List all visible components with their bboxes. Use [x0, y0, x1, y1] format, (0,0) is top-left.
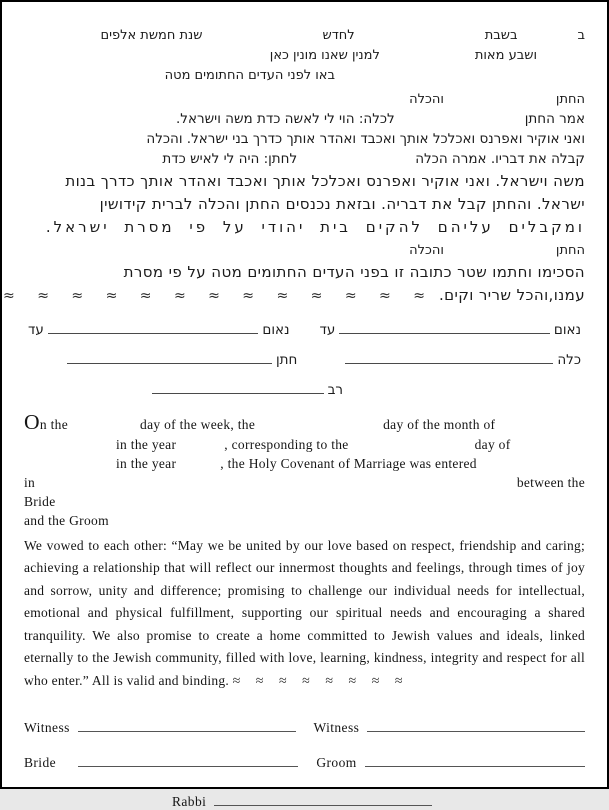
rav-label: רב [327, 382, 343, 398]
hebrew-groom-label-2: החתן [555, 243, 585, 258]
spacer [537, 58, 585, 59]
hebrew-date-line [24, 28, 585, 43]
hebrew-moshe-visrael: משה וישראל. ואני אוקיר ואפרנס ואכלכל אותך ואכבד ואהדר אותך כדרך בנות [65, 172, 585, 190]
hebrew-groom-vow-line [24, 132, 585, 147]
spacer [429, 299, 439, 300]
witness2-signature-line [367, 719, 585, 732]
hebrew-jewish-home-line [24, 218, 585, 236]
witness1-signature-line [78, 719, 296, 732]
hebrew-amar-hachatan: אמר החתן [524, 111, 585, 127]
wave-ornament-end: ≈ ≈ ≈ ≈ ≈ ≈ ≈ ≈ [232, 673, 406, 689]
rabbi-label: Rabbi [172, 794, 207, 810]
covenant-label: , the Holy Covenant of Marriage was entered [220, 455, 477, 471]
day-of-week-label: day of the week, the [140, 417, 256, 432]
witness1-hebrew-signature-line [339, 321, 550, 334]
bride-hebrew-signature-line [345, 351, 553, 364]
groom-label: Groom [316, 755, 357, 771]
hebrew-hiskimu: הסכימו וחתמו שטר כתובה זו בפני העדים החתומים מטה על פי מסרת [123, 263, 585, 281]
in-the-year-label-1: in the year [116, 436, 177, 452]
hebrew-day-prefix: ב [577, 28, 585, 43]
blank-civil-year-en [176, 467, 220, 468]
ed-label-1: עד [319, 322, 336, 338]
day-of-label: day of [474, 436, 511, 452]
blank-civil-day-en [349, 448, 475, 449]
blank-place [335, 78, 585, 79]
rabbi-signature-line [214, 793, 432, 806]
hebrew-leminyan: למנין שאנו מונין כאן [269, 48, 380, 63]
blank-groom-name-3 [444, 253, 556, 254]
on-the-label: On the [24, 410, 69, 434]
groom-hebrew-signature-line [67, 351, 272, 364]
wave-ornament-row: ≈ ≈ ≈ ≈ ≈ ≈ ≈ ≈ ≈ ≈ ≈ ≈ ≈ [3, 288, 429, 304]
hebrew-lakalah-phrase: לכלה: הוי לי לאשה כדת משה וישראל. [176, 111, 395, 127]
groom-intro-label: and the Groom [24, 512, 109, 528]
between-the-label: between the [516, 474, 585, 490]
hebrew-bride-label: והכלה [409, 92, 444, 107]
blank-groom-name-2 [297, 162, 415, 163]
hebrew-vaani-okir: ואני אוקיר ואפרנס ואכלכל אותך ואכבד ואהדר אותך כדרך בני ישראל. והכלה [146, 131, 585, 147]
neum-label-2: נאום [262, 322, 290, 338]
hebrew-couple-line-2 [24, 243, 585, 258]
hebrew-bride-vow-line-2 [24, 195, 585, 213]
hebrew-bau-lifnei: באו לפני העדים החתומים מטה [164, 68, 335, 83]
witness-label-2: Witness [313, 720, 360, 736]
english-date-line-3 [24, 456, 585, 472]
blank-day-of-week [517, 38, 577, 39]
rabbi-hebrew-signature-line [152, 381, 324, 394]
hebrew-groom-declaration-line [24, 112, 585, 127]
hebrew-bride-declaration-line [24, 152, 585, 167]
blank-day-of-week-en [68, 428, 140, 429]
hebrew-year-phrase: שנת חמשת אלפים [100, 28, 203, 43]
kalah-label: כלה [557, 352, 581, 368]
hebrew-bride-label-2: והכלה [409, 243, 444, 258]
vows-text: We vowed to each other: “May we be united by our love based on respect, friendship and caring; achieving a relationship that will reflect our innermost thoughts and feelings, through times of joy and sorrow, unity and difference; promising to challenge our individual needs for intellectual, emotional and physical fulfillment, supporting our spiritual needs and encouraging a shared tranquility. We also promise to create a home committed to Jewish values and ideals, linked eternally to the Jewish community, filled with love, learning, kindness, integrity and respect for all who enter.” All is valid and binding. [24, 537, 585, 688]
in-the-year-label-2: in the year [116, 455, 177, 471]
groom-signature-line [365, 754, 585, 767]
hebrew-kibla-devarav: קבלה את דבריו. אמרה הכלה [415, 151, 585, 167]
hebrew-lachodesh: לחדש [322, 28, 355, 43]
hebrew-bride-vow-line-1 [24, 172, 585, 190]
in-label: in [24, 474, 36, 490]
hebrew-umekablim: ומקבלים עליהם להקים בית יהודי על פי מסרת ישראל. [45, 218, 585, 236]
english-groom-line [24, 513, 585, 529]
blank-bride-name [395, 122, 525, 123]
english-bride-groom-signature-row [24, 754, 585, 771]
bride-intro-label: Bride [24, 493, 56, 509]
hebrew-groom-label: החתן [555, 92, 585, 107]
hebrew-bride-groom-signature-row [24, 351, 585, 368]
witness2-hebrew-signature-line [48, 321, 259, 334]
day-of-month-label: day of the month of [383, 417, 496, 432]
ed-label-2: עד [28, 322, 44, 338]
neum-label-1: נאום [553, 322, 581, 338]
hebrew-witness-signature-row [24, 321, 585, 338]
hebrew-agreement-line [24, 263, 585, 281]
witness-label-1: Witness [24, 720, 70, 736]
hebrew-vesheva-meot: ושבע מאות [474, 48, 537, 63]
blank-month-name [202, 38, 322, 39]
english-rabbi-signature-row [172, 793, 585, 810]
hebrew-text-section [3, 28, 585, 398]
blank-groom-name [444, 102, 556, 103]
bride-label: Bride [24, 755, 56, 771]
chatan-label: חתן [275, 352, 298, 368]
hebrew-closing-line [3, 286, 585, 305]
hebrew-beshabbat: בשבת [484, 28, 518, 43]
english-bride-line [24, 494, 585, 510]
blank-civil-month-en [24, 467, 116, 468]
hebrew-rabbi-signature-row [24, 381, 347, 398]
english-witness-signature-row [24, 719, 585, 736]
english-vows-paragraph [24, 535, 585, 694]
hebrew-brit-kidushin: ישראל. והחתן קבל את דבריה. ובזאת נכנסים החתן והכלה לברית קידושין [99, 195, 585, 213]
hebrew-sharir-vkayam: עמנו,והכל שריר וקים. [438, 286, 585, 304]
english-date-line-2 [24, 437, 585, 453]
blank-month-en [24, 448, 116, 449]
blank-day-of-month [355, 38, 485, 39]
blank-day-of-month-en [255, 428, 383, 429]
english-date-line-1 [24, 412, 585, 434]
english-place-line [24, 475, 585, 491]
blank-hebrew-year-en [176, 448, 224, 449]
hebrew-witnesses-line [24, 68, 585, 83]
hebrew-year-line [24, 48, 585, 63]
english-text-section [24, 412, 585, 810]
corresponding-label: , corresponding to the [224, 436, 349, 452]
hebrew-lachatan-phrase: לחתן: היה לי לאיש כדת [162, 151, 298, 167]
bride-signature-line [78, 754, 298, 767]
hebrew-couple-line-1 [24, 92, 585, 107]
blank-year [380, 58, 475, 59]
